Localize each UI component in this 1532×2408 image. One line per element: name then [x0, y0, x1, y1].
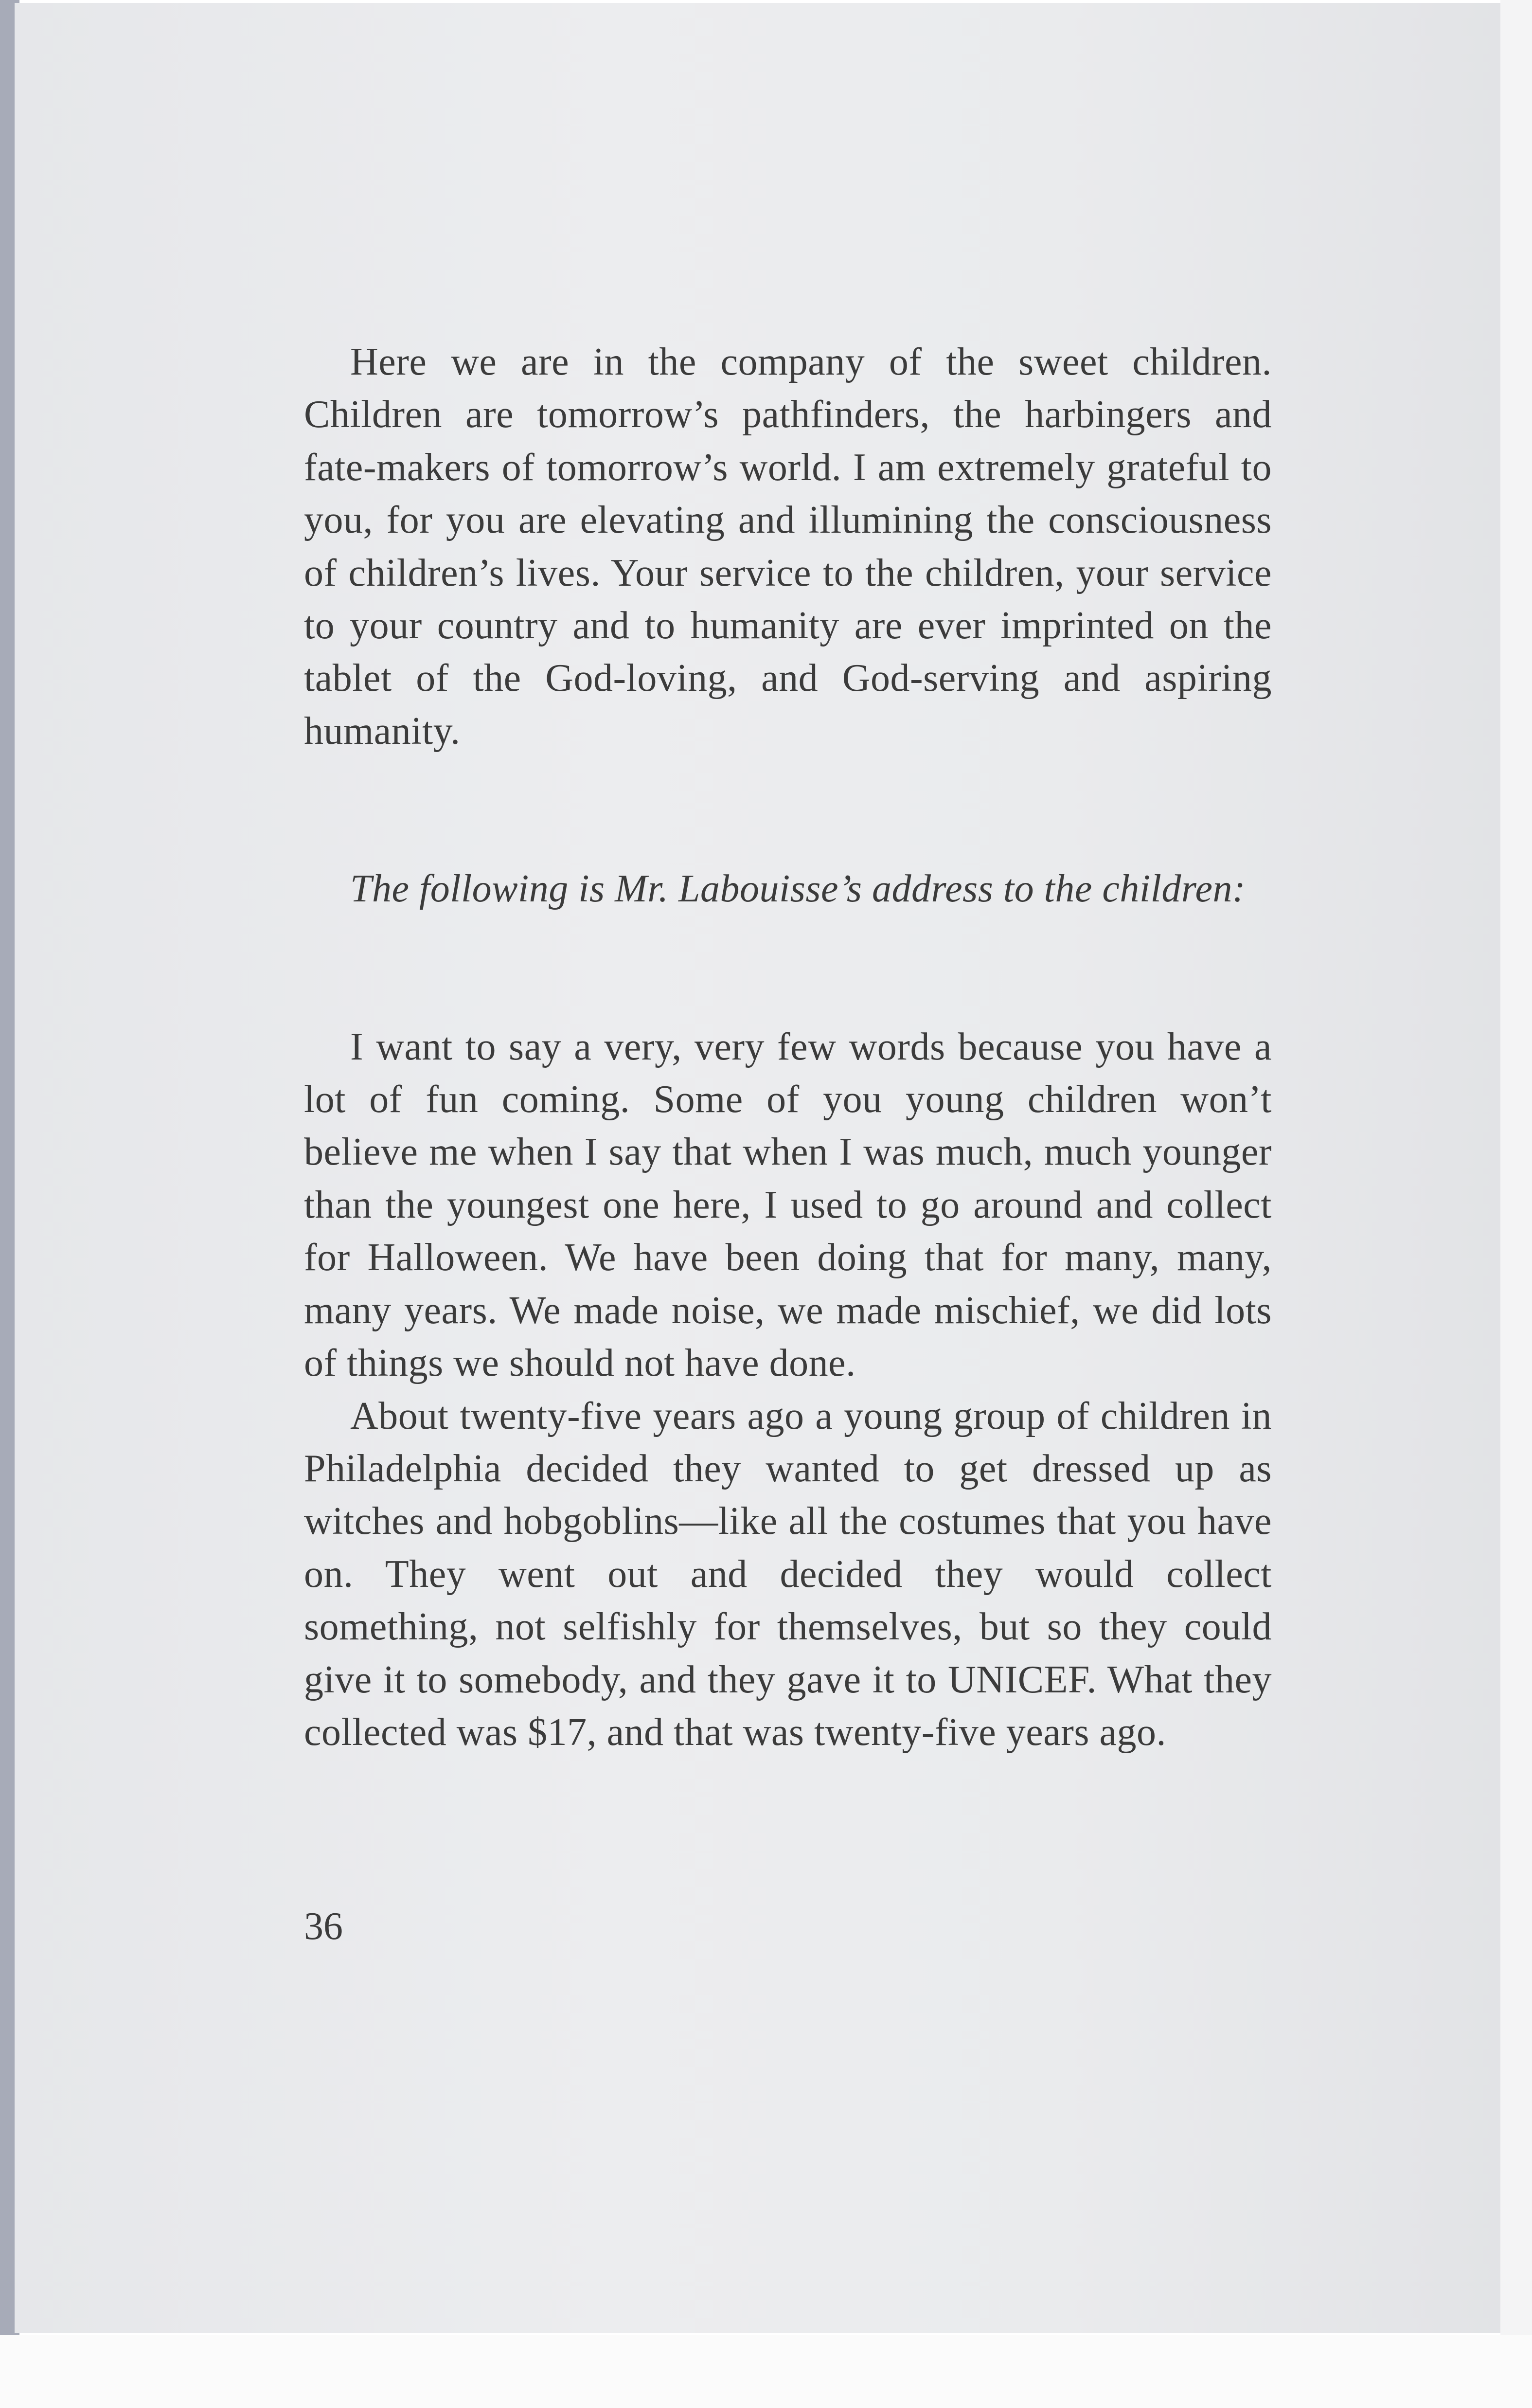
- paragraph-italic-heading: The following is Mr. Labouisse’s address to the children:: [350, 867, 1246, 911]
- scan-bottom-margin: [0, 2335, 1532, 2408]
- scan-right-margin: [1500, 0, 1532, 2408]
- paragraph-intro: Here we are in the company of the sweet children. Children are tomorrow’s pathfinders, the harbingers and fate-makers of tomorrow’s world. I am extremely grateful to you, for you are elevating and illumining the consciousness of children’s lives. Your service to the children, your service to your country and to humanity are ever imprinted on the tablet of the God-loving, and God-serving and aspiring humanity.: [304, 341, 1272, 753]
- paragraph-address-1: I want to say a very, very few words because you have a lot of fun coming. Some of you young children won’t believe me when I say that when I was much, much younger than the youngest one here, I used to go around and collect for Halloween. We have been doing that for many, many, many years. We made noise, we made mischief, we did lots of things we should not have done.: [304, 1025, 1272, 1385]
- page-number: 36: [304, 1905, 343, 1948]
- paragraph-address-2: About twenty-five years ago a young group of children in Philadelphia decided they wanted to get dressed up as witches and hobgoblins—like all the costumes that you have on. They went out and decided they would collect something, not selfishly for themselves, but so they could give it to somebody, and they gave it to UNICEF. What they collected was $17, and that was twenty-five years ago.: [304, 1394, 1272, 1754]
- body-text: [304, 336, 1272, 1759]
